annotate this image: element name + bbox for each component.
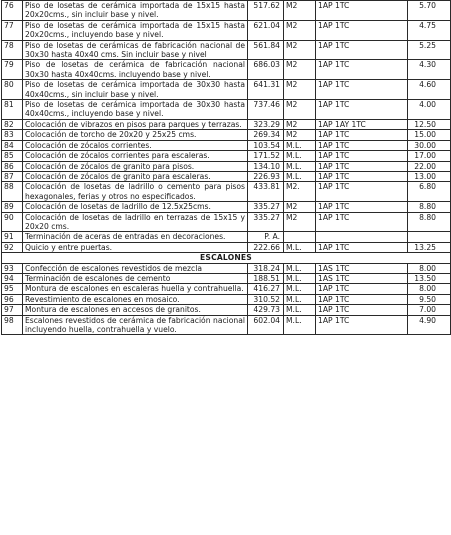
table-row bbox=[2, 171, 451, 181]
table-row bbox=[2, 130, 451, 140]
item-crew: 1AP 1TC bbox=[316, 284, 408, 294]
item-crew: 1AS 1TC bbox=[316, 273, 408, 283]
item-unit: M2 bbox=[284, 130, 316, 140]
item-number: 94 bbox=[2, 273, 23, 283]
item-percentage: 5.70 bbox=[408, 1, 451, 21]
item-description: Piso de losetas de cerámica importada de 30x30 hasta 40x40cms., sin incluir base y nivel. bbox=[23, 80, 248, 100]
item-percentage: 13.00 bbox=[408, 171, 451, 181]
item-percentage: 15.00 bbox=[408, 130, 451, 140]
item-unit: M2 bbox=[284, 212, 316, 232]
item-unit: M.L. bbox=[284, 171, 316, 181]
item-percentage: 4.00 bbox=[408, 100, 451, 120]
item-percentage: 4.30 bbox=[408, 60, 451, 80]
item-description: Quicio y entre puertas. bbox=[23, 242, 248, 252]
item-percentage: 4.75 bbox=[408, 20, 451, 40]
item-price: 103.54 bbox=[248, 140, 284, 150]
item-price: 134.10 bbox=[248, 161, 284, 171]
item-number: 83 bbox=[2, 130, 23, 140]
item-number: 96 bbox=[2, 294, 23, 304]
item-price: P. A. bbox=[248, 232, 284, 242]
price-table bbox=[1, 0, 451, 335]
item-unit: M2 bbox=[284, 1, 316, 21]
item-unit: M2 bbox=[284, 40, 316, 60]
price-table-body bbox=[2, 1, 451, 335]
item-number: 95 bbox=[2, 284, 23, 294]
item-description: Piso de losetas de cerámica importada de 30x30 hasta 40x40cms., incluyendo base y nivel. bbox=[23, 100, 248, 120]
item-crew bbox=[316, 232, 408, 242]
item-number: 78 bbox=[2, 40, 23, 60]
table-row bbox=[2, 212, 451, 232]
table-row bbox=[2, 263, 451, 273]
item-description: Piso de losetas de cerámica importada de 15x15 hasta 20x20cms., sin incluir base y nivel. bbox=[23, 1, 248, 21]
item-crew: 1AP 1TC bbox=[316, 140, 408, 150]
item-percentage: 8.00 bbox=[408, 284, 451, 294]
item-crew: 1AP 1TC bbox=[316, 60, 408, 80]
item-description: Revestimiento de escalones en mosaico. bbox=[23, 294, 248, 304]
item-percentage: 12.50 bbox=[408, 119, 451, 129]
item-number: 92 bbox=[2, 242, 23, 252]
item-price: 602.04 bbox=[248, 315, 284, 335]
table-row bbox=[2, 60, 451, 80]
item-description: Colocación de zócalos de granito para escaleras. bbox=[23, 171, 248, 181]
item-number: 97 bbox=[2, 305, 23, 315]
item-crew: 1AP 1TC bbox=[316, 305, 408, 315]
item-unit: M.L. bbox=[284, 273, 316, 283]
item-price: 429.73 bbox=[248, 305, 284, 315]
item-price: 561.84 bbox=[248, 40, 284, 60]
item-percentage: 4.60 bbox=[408, 80, 451, 100]
item-description: Piso de losetas de cerámica de fabricación nacional 30x30 hasta 40x40cms. incluyendo base y nivel. bbox=[23, 60, 248, 80]
item-number: 91 bbox=[2, 232, 23, 242]
item-percentage bbox=[408, 232, 451, 242]
item-crew: 1AP 1TC bbox=[316, 1, 408, 21]
item-price: 269.34 bbox=[248, 130, 284, 140]
table-row bbox=[2, 315, 451, 335]
item-unit: M.L. bbox=[284, 140, 316, 150]
item-price: 686.03 bbox=[248, 60, 284, 80]
item-unit: M2 bbox=[284, 60, 316, 80]
item-number: 88 bbox=[2, 182, 23, 202]
item-unit: M.L. bbox=[284, 161, 316, 171]
table-row bbox=[2, 119, 451, 129]
item-price: 222.66 bbox=[248, 242, 284, 252]
table-row bbox=[2, 140, 451, 150]
item-crew: 1AP 1TC bbox=[316, 20, 408, 40]
section-header-row bbox=[2, 253, 451, 263]
item-percentage: 5.25 bbox=[408, 40, 451, 60]
item-price: 188.51 bbox=[248, 273, 284, 283]
item-description: Terminación de aceras de entradas en decoraciones. bbox=[23, 232, 248, 242]
item-price: 641.31 bbox=[248, 80, 284, 100]
item-crew: 1AP 1TC bbox=[316, 294, 408, 304]
item-crew: 1AP 1TC bbox=[316, 315, 408, 335]
item-percentage: 9.50 bbox=[408, 294, 451, 304]
item-description: Confección de escalones revestidos de mezcla bbox=[23, 263, 248, 273]
table-row bbox=[2, 294, 451, 304]
item-description: Colocación de zócalos corrientes para escaleras. bbox=[23, 151, 248, 161]
item-percentage: 8.80 bbox=[408, 212, 451, 232]
item-unit: M.L. bbox=[284, 284, 316, 294]
item-description: Montura de escalones en accesos de granitos. bbox=[23, 305, 248, 315]
item-percentage: 6.80 bbox=[408, 182, 451, 202]
item-percentage: 4.90 bbox=[408, 315, 451, 335]
item-unit: M2 bbox=[284, 100, 316, 120]
item-crew: 1AP 1TC bbox=[316, 100, 408, 120]
item-price: 171.52 bbox=[248, 151, 284, 161]
table-row bbox=[2, 232, 451, 242]
table-row bbox=[2, 182, 451, 202]
item-number: 79 bbox=[2, 60, 23, 80]
item-crew: 1AP 1TC bbox=[316, 182, 408, 202]
table-row bbox=[2, 100, 451, 120]
item-unit: M2 bbox=[284, 119, 316, 129]
item-number: 82 bbox=[2, 119, 23, 129]
item-price: 335.27 bbox=[248, 212, 284, 232]
item-description: Colocación de losetas de ladrillo en terrazas de 15x15 y 20x20 cms. bbox=[23, 212, 248, 232]
item-percentage: 13.50 bbox=[408, 273, 451, 283]
table-row bbox=[2, 273, 451, 283]
item-price: 433.81 bbox=[248, 182, 284, 202]
item-percentage: 17.00 bbox=[408, 151, 451, 161]
item-unit: M.L. bbox=[284, 315, 316, 335]
item-description: Piso de losetas de cerámica importada de 15x15 hasta 20x20cms., incluyendo base y nivel. bbox=[23, 20, 248, 40]
item-number: 89 bbox=[2, 202, 23, 212]
item-crew: 1AP 1TC bbox=[316, 130, 408, 140]
item-description: Colocación de zócalos de granito para pisos. bbox=[23, 161, 248, 171]
item-description: Colocación de losetas de ladrillo o cemento para pisos hexagonales, ferias y otros no especificados. bbox=[23, 182, 248, 202]
item-crew: 1AP 1TC bbox=[316, 171, 408, 181]
item-crew: 1AP 1TC bbox=[316, 242, 408, 252]
item-number: 93 bbox=[2, 263, 23, 273]
item-unit: M.L. bbox=[284, 242, 316, 252]
item-unit: M.L. bbox=[284, 151, 316, 161]
table-row bbox=[2, 151, 451, 161]
table-row bbox=[2, 1, 451, 21]
item-price: 621.04 bbox=[248, 20, 284, 40]
item-crew: 1AP 1TC bbox=[316, 161, 408, 171]
table-row bbox=[2, 284, 451, 294]
item-crew: 1AS 1TC bbox=[316, 263, 408, 273]
item-crew: 1AP 1TC bbox=[316, 40, 408, 60]
item-number: 80 bbox=[2, 80, 23, 100]
item-unit: M.L. bbox=[284, 263, 316, 273]
item-number: 85 bbox=[2, 151, 23, 161]
section-title: ESCALONES bbox=[2, 253, 451, 263]
item-description: Montura de escalones en escaleras huella y contrahuella. bbox=[23, 284, 248, 294]
item-percentage: 13.25 bbox=[408, 242, 451, 252]
item-unit: M.L. bbox=[284, 305, 316, 315]
item-crew: 1AP 1TC bbox=[316, 212, 408, 232]
table-row bbox=[2, 80, 451, 100]
item-number: 76 bbox=[2, 1, 23, 21]
item-percentage: 8.80 bbox=[408, 202, 451, 212]
item-unit: M2 bbox=[284, 20, 316, 40]
item-number: 90 bbox=[2, 212, 23, 232]
item-price: 335.27 bbox=[248, 202, 284, 212]
item-percentage: 8.00 bbox=[408, 263, 451, 273]
item-unit: M.L. bbox=[284, 294, 316, 304]
item-crew: 1AP 1TC bbox=[316, 151, 408, 161]
item-percentage: 30.00 bbox=[408, 140, 451, 150]
item-price: 310.52 bbox=[248, 294, 284, 304]
item-unit bbox=[284, 232, 316, 242]
item-description: Terminación de escalones de cemento bbox=[23, 273, 248, 283]
item-number: 81 bbox=[2, 100, 23, 120]
item-price: 323.29 bbox=[248, 119, 284, 129]
table-row bbox=[2, 161, 451, 171]
item-number: 77 bbox=[2, 20, 23, 40]
table-row bbox=[2, 40, 451, 60]
item-price: 318.24 bbox=[248, 263, 284, 273]
table-row bbox=[2, 242, 451, 252]
item-unit: M2. bbox=[284, 182, 316, 202]
table-row bbox=[2, 305, 451, 315]
item-price: 416.27 bbox=[248, 284, 284, 294]
item-crew: 1AP 1TC bbox=[316, 80, 408, 100]
table-row bbox=[2, 20, 451, 40]
item-percentage: 22.00 bbox=[408, 161, 451, 171]
item-crew: 1AP 1AY 1TC bbox=[316, 119, 408, 129]
item-description: Colocación de torcho de 20x20 y 25x25 cms. bbox=[23, 130, 248, 140]
item-price: 226.93 bbox=[248, 171, 284, 181]
item-number: 86 bbox=[2, 161, 23, 171]
item-description: Escalones revestidos de cerámica de fabricación nacional incluyendo huella, contrahuella y vuelo. bbox=[23, 315, 248, 335]
item-unit: M2 bbox=[284, 80, 316, 100]
item-number: 84 bbox=[2, 140, 23, 150]
item-number: 98 bbox=[2, 315, 23, 335]
item-description: Piso de losetas de cerámicas de fabricación nacional de 30x30 hasta 40x40 cms. Sin incluir base y nivel bbox=[23, 40, 248, 60]
item-description: Colocación de vibrazos en pisos para parques y terrazas. bbox=[23, 119, 248, 129]
item-description: Colocación de losetas de ladrillo de 12.5x25cms. bbox=[23, 202, 248, 212]
item-crew: 1AP 1TC bbox=[316, 202, 408, 212]
table-row bbox=[2, 202, 451, 212]
item-description: Colocación de zócalos corrientes. bbox=[23, 140, 248, 150]
item-price: 517.62 bbox=[248, 1, 284, 21]
item-price: 737.46 bbox=[248, 100, 284, 120]
item-percentage: 7.00 bbox=[408, 305, 451, 315]
item-unit: M2 bbox=[284, 202, 316, 212]
item-number: 87 bbox=[2, 171, 23, 181]
